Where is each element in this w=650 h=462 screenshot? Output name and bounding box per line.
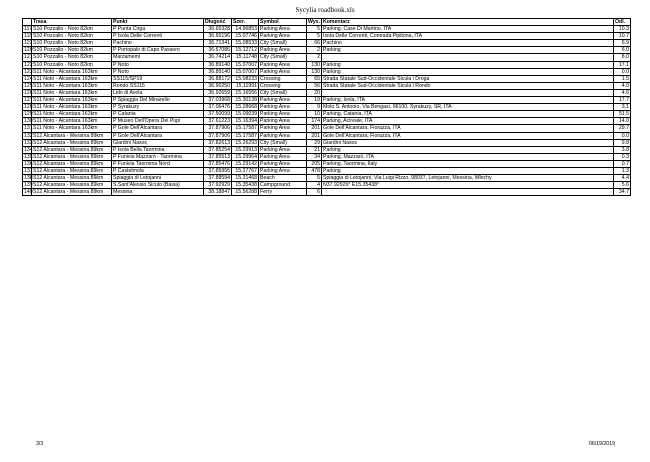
table-cell: Parking, Taormina, Italy xyxy=(322,160,614,167)
table-cell: Lido di Avola xyxy=(112,89,204,96)
table-cell: 36.89140 xyxy=(204,61,232,68)
table-row xyxy=(23,189,631,196)
table-cell: 136 xyxy=(24,160,33,167)
table-cell: 10.3 xyxy=(614,26,631,33)
table-cell: 15.28668 xyxy=(232,104,259,111)
table-cell: 15.17587 xyxy=(232,132,259,139)
table-cell: S12 Alcantara - Messina 89km xyxy=(32,189,112,196)
table-cell: 4.0 xyxy=(614,82,631,89)
document-title: Sycylia roadbook.xls xyxy=(295,6,355,14)
table-cell: S10 Pozzallo - Noto 82km xyxy=(32,54,112,61)
table-cell: Spiaggia di Letojanni xyxy=(112,175,204,182)
table-cell: 134 xyxy=(24,146,33,153)
table-cell: S11 Noto - Alcantara 163km xyxy=(32,75,112,82)
table-cell: 37.82613 xyxy=(204,139,232,146)
table-cell: P Gole Dell'Alcantara xyxy=(112,125,204,132)
table-cell: 15.31468 xyxy=(232,175,259,182)
table-cell: 20 xyxy=(307,89,322,96)
table-cell: 128 xyxy=(24,104,33,111)
table-row xyxy=(23,40,631,47)
table-cell: 133 xyxy=(24,139,33,146)
table-cell: S12 Alcantara - Messina 89km xyxy=(32,160,112,167)
table-cell: 1.3 xyxy=(614,167,631,174)
table-cell: Parking Area xyxy=(259,61,307,68)
table-cell: Beach xyxy=(259,175,307,182)
table-cell: 17.7 xyxy=(614,97,631,104)
column-header: Odl. xyxy=(614,19,631,26)
column-header xyxy=(23,19,32,26)
table-cell: 19 xyxy=(307,97,322,104)
table-cell: 5 xyxy=(307,33,322,40)
table-cell: 37.87906 xyxy=(204,132,232,139)
table-cell: 201 xyxy=(307,132,322,139)
table-cell: 9 xyxy=(307,104,322,111)
table-cell: Giardini Naxos xyxy=(112,139,204,146)
table-cell: 15.56288 xyxy=(232,189,259,196)
table-cell: Parking, Mazzarò, ITA xyxy=(322,153,614,160)
table-cell: 127 xyxy=(24,97,33,104)
table-cell: 6.0 xyxy=(614,47,631,54)
table-row xyxy=(23,89,631,96)
table-cell: 129 xyxy=(24,111,33,118)
table-cell: 36.67086 xyxy=(204,47,232,54)
table-row xyxy=(23,118,631,125)
table-cell: S11 Noto - Alcantara 163km xyxy=(32,82,112,89)
table-cell: 29.7 xyxy=(614,125,631,132)
table-cell: S12 Alcantara - Messina 89km xyxy=(32,146,112,153)
table-cell: 122 xyxy=(24,61,33,68)
table-row xyxy=(23,132,631,139)
table-cell: 29 xyxy=(307,139,322,146)
table-cell: 15.27767 xyxy=(232,167,259,174)
table-cell: N37.92929° E15.35438° xyxy=(322,182,614,189)
table-cell: 36.65328 xyxy=(204,26,232,33)
table-cell: Giardini Naxos xyxy=(322,139,614,146)
column-header: Długość xyxy=(204,19,232,26)
table-cell: 15.11991 xyxy=(232,82,259,89)
table-cell: Parking xyxy=(322,61,614,68)
table-header xyxy=(23,19,631,26)
table-row xyxy=(23,104,631,111)
table-row xyxy=(23,175,631,182)
table-row xyxy=(23,26,631,33)
column-header: Trasa xyxy=(32,19,112,26)
table-cell: 1.5 xyxy=(614,75,631,82)
table-cell: P Museo Dell'Opera Dei Pupi xyxy=(112,118,204,125)
table-cell: 130 xyxy=(307,68,322,75)
table-cell: 9.8 xyxy=(614,139,631,146)
print-date: 06/19/2019 xyxy=(589,441,615,447)
table-cell: P Syrakuzy xyxy=(112,104,204,111)
table-cell: Pachino xyxy=(112,40,204,47)
table-cell: City (Small) xyxy=(259,139,307,146)
table-cell: Parking, Catania, ITA xyxy=(322,111,614,118)
table-cell: 117 xyxy=(24,26,33,33)
table-cell: 37.87906 xyxy=(204,125,232,132)
table-cell: S.Sant'Alessio Siculo (Basia) xyxy=(112,182,204,189)
table-row xyxy=(23,33,631,40)
table-cell: 36.92659 xyxy=(204,89,232,96)
table-cell: S12 Alcantara - Messina 89km xyxy=(32,153,112,160)
table-cell: Parking Area xyxy=(259,68,307,75)
table-cell: 37.85955 xyxy=(204,167,232,174)
table-cell: Messina xyxy=(112,189,204,196)
table-cell xyxy=(322,89,614,96)
table-cell: 15.17587 xyxy=(232,125,259,132)
table-cell: 10 xyxy=(307,111,322,118)
table-cell: 15.29142 xyxy=(232,160,259,167)
table-cell: Parking Area xyxy=(259,33,307,40)
table-cell: 17.1 xyxy=(614,61,631,68)
table-cell: 132 xyxy=(24,132,33,139)
table-cell: 15.08233 xyxy=(232,75,259,82)
table-cell: Parking Area xyxy=(259,160,307,167)
table-cell: S12 Alcantara - Messina 89km xyxy=(32,132,112,139)
table-cell: S10 Pozzallo - Noto 82km xyxy=(32,33,112,40)
table-cell: 131 xyxy=(24,125,33,132)
table-cell: 0.0 xyxy=(614,68,631,75)
table-cell: SS115/SP19 xyxy=(112,75,204,82)
table-cell: Parking Area xyxy=(259,118,307,125)
table-cell: S10 Pozzallo - Noto 82km xyxy=(32,61,112,68)
table-cell: P Isola Bella Taormina xyxy=(112,146,204,153)
table-cell: Parking xyxy=(322,68,614,75)
table-row xyxy=(23,153,631,160)
table-cell: 66 xyxy=(307,40,322,47)
column-header: Punkt xyxy=(112,19,204,26)
table-cell xyxy=(322,189,614,196)
column-header: Szer. xyxy=(232,19,259,26)
table-cell: S11 Noto - Alcantara 163km xyxy=(32,125,112,132)
table-cell: P Noto xyxy=(112,61,204,68)
table-cell: 15.29964 xyxy=(232,153,259,160)
table-row xyxy=(23,68,631,75)
table-cell: 36.88172 xyxy=(204,75,232,82)
table-cell: 37.50099 xyxy=(204,111,232,118)
table-cell: S11 Noto - Alcantara 163km xyxy=(32,97,112,104)
table-cell: Marzamemi xyxy=(112,54,204,61)
table-cell: Parking xyxy=(322,146,614,153)
table-row xyxy=(23,139,631,146)
table-row xyxy=(23,47,631,54)
table-cell: P Funivia Taormina Nord xyxy=(112,160,204,167)
table-cell: Pachino xyxy=(322,40,614,47)
table-cell: Ferry xyxy=(259,189,307,196)
table-cell: Gole Dell'Alcantara, Fiorazza, ITA xyxy=(322,132,614,139)
table-cell: 37.03968 xyxy=(204,97,232,104)
table-cell: 37.85513 xyxy=(204,153,232,160)
table-cell: 15.11748 xyxy=(232,54,259,61)
table-cell: Gole Dell'Alcantara, Fiorazza, ITA xyxy=(322,125,614,132)
table-cell: Parking, Acireale, ITA xyxy=(322,118,614,125)
table-cell: 118 xyxy=(24,33,33,40)
table-cell: S10 Pozzallo - Noto 82km xyxy=(32,47,112,54)
table-cell: Parking xyxy=(322,47,614,54)
table-row xyxy=(23,97,631,104)
table-cell: 37.61223 xyxy=(204,118,232,125)
table-cell: 6 xyxy=(307,189,322,196)
table-cell: 15.12712 xyxy=(232,47,259,54)
column-header: Wys. xyxy=(308,19,321,25)
table-cell: Crossing xyxy=(259,75,307,82)
table-row xyxy=(23,146,631,153)
table-cell: P Catania xyxy=(112,111,204,118)
table-cell: City (Small) xyxy=(259,40,307,47)
table-cell: S10 Pozzallo - Noto 82km xyxy=(32,26,112,33)
table-cell: Parking Area xyxy=(259,97,307,104)
table-cell: 120 xyxy=(24,47,33,54)
table-cell: 205 xyxy=(307,160,322,167)
table-cell: P Isola Delle Correnti xyxy=(112,33,204,40)
table-cell: Parking Area xyxy=(259,153,307,160)
table-cell: 124 xyxy=(24,75,33,82)
table-cell: Parking Area xyxy=(259,146,307,153)
table-cell: 14.0 xyxy=(614,118,631,125)
table-cell: 15.30138 xyxy=(232,97,259,104)
table-cell: S12 Alcantara - Messina 89km xyxy=(32,139,112,146)
table-cell: 37.85254 xyxy=(204,146,232,153)
table-cell: 51.5 xyxy=(614,111,631,118)
table-cell: S12 Alcantara - Messina 89km xyxy=(32,175,112,182)
table-cell: 36.71341 xyxy=(204,40,232,47)
table-cell: S11 Noto - Alcantara 163km xyxy=(32,68,112,75)
table-cell: 135 xyxy=(24,153,33,160)
table-cell: 2 xyxy=(307,47,322,54)
table-cell: 201 xyxy=(307,125,322,132)
table-cell: 36.65196 xyxy=(204,33,232,40)
table-row xyxy=(23,75,631,82)
table-cell: 3.1 xyxy=(614,104,631,111)
table-cell: Strada Statale Sud-Occidentale Sicula i Droga xyxy=(322,75,614,82)
table-cell: 36.90250 xyxy=(204,82,232,89)
column-header: Komentarz xyxy=(322,19,614,26)
table-cell: 21 xyxy=(307,146,322,153)
table-cell: Parking Area xyxy=(259,26,307,33)
table-cell: 125 xyxy=(24,82,33,89)
table-cell: 5 xyxy=(307,26,322,33)
table-cell: 14.96853 xyxy=(232,26,259,33)
table-cell: 119 xyxy=(24,40,33,47)
column-header: Symbol xyxy=(259,19,307,26)
table-cell: 10.7 xyxy=(614,33,631,40)
table-cell: Isola Delle Correnti, Contrada Pipitona, ITA xyxy=(322,33,614,40)
table-cell: Molo S. Antonio, Via Bengasi, 96100, Syrakuzy, SR, ITA xyxy=(322,104,614,111)
table-cell: 8.0 xyxy=(614,54,631,61)
table-cell: S11 Noto - Alcantara 163km xyxy=(32,89,112,96)
table-cell: 121 xyxy=(24,54,33,61)
table-cell: City (Small) xyxy=(259,89,307,96)
table-cell: 5 xyxy=(307,175,322,182)
table-cell: 37.92929 xyxy=(204,182,232,189)
table-cell: S12 Alcantara - Messina 89km xyxy=(32,182,112,189)
table-cell: Parking, Isola, ITA xyxy=(322,97,614,104)
table-cell: 37.88594 xyxy=(204,175,232,182)
table-cell: 15.07746 xyxy=(232,33,259,40)
table-cell: 15.08533 xyxy=(232,40,259,47)
table-cell: Parking Area xyxy=(259,47,307,54)
table-cell: 4 xyxy=(307,182,322,189)
table-row xyxy=(23,125,631,132)
table-cell: 0.0 xyxy=(614,132,631,139)
table-cell: Strada Statale Sud-Occidentale Sicula i Rondo xyxy=(322,82,614,89)
table-cell: S11 Noto - Alcantara 163km xyxy=(32,111,112,118)
table-cell: 139 xyxy=(24,182,33,189)
table-cell: 2 xyxy=(307,54,322,61)
table-cell: P Funivia Mazzarò - Taormina xyxy=(112,153,204,160)
table-cell: S12 Alcantara - Messina 89km xyxy=(32,167,112,174)
table-cell: 36.89140 xyxy=(204,68,232,75)
table-row xyxy=(23,82,631,89)
table-cell: 65 xyxy=(307,75,322,82)
table-body xyxy=(23,26,631,196)
table-cell: Parking Area xyxy=(259,167,307,174)
table-cell: 137 xyxy=(24,167,33,174)
table-cell: 140 xyxy=(24,189,33,196)
table-cell: 6.9 xyxy=(614,40,631,47)
table-cell: Parking Area xyxy=(259,104,307,111)
table-cell: 138 xyxy=(24,175,33,182)
table-cell: 4.6 xyxy=(614,89,631,96)
table-cell: 37.85476 xyxy=(204,160,232,167)
table-cell: P Punta Cirga xyxy=(112,26,204,33)
table-row xyxy=(23,111,631,118)
table-cell xyxy=(322,54,614,61)
table-row xyxy=(23,61,631,68)
table-row xyxy=(23,160,631,167)
page-number: 3/3 xyxy=(36,441,44,447)
table-cell: 123 xyxy=(24,68,33,75)
table-cell: P Spiaggia Del Minarello xyxy=(112,97,204,104)
table-cell: 15.16556 xyxy=(232,89,259,96)
table-cell: 15.16394 xyxy=(232,118,259,125)
table-cell: Campground xyxy=(259,182,307,189)
table-cell: 174 xyxy=(307,118,322,125)
table-cell: Parking xyxy=(322,167,614,174)
table-cell: 15.07007 xyxy=(232,61,259,68)
table-cell: Rondo SS115 xyxy=(112,82,204,89)
table-cell: 0.3 xyxy=(614,153,631,160)
table-cell: 15.29913 xyxy=(232,146,259,153)
table-cell: 15.09039 xyxy=(232,111,259,118)
table-cell: 130 xyxy=(24,118,33,125)
table-cell: 0.7 xyxy=(614,160,631,167)
table-cell: Parking Area xyxy=(259,132,307,139)
table-cell: P Noto xyxy=(112,68,204,75)
table-cell: 15.35438 xyxy=(232,182,259,189)
table-cell: P Gole Dell'Alcantara xyxy=(112,132,204,139)
table-cell: 37.06476 xyxy=(204,104,232,111)
table-cell: City (Small) xyxy=(259,54,307,61)
table-row xyxy=(23,167,631,174)
table-cell: 4.4 xyxy=(614,175,631,182)
table-cell: 34 xyxy=(307,153,322,160)
table-row xyxy=(23,182,631,189)
table-cell: Parking Area xyxy=(259,125,307,132)
table-cell: Parking, Case Di Martino, ITA xyxy=(322,26,614,33)
table-cell: S11 Noto - Alcantara 163km xyxy=(32,118,112,125)
table-cell: S10 Pozzallo - Noto 82km xyxy=(32,40,112,47)
table-cell: Spiaggia di Letojanni, Via Luigi Rizzo, 98037, Letojanni, Messina, Włochy xyxy=(322,175,614,182)
table-cell: 36.74214 xyxy=(204,54,232,61)
table-cell: P Portopalo di Capo Passero xyxy=(112,47,204,54)
table-cell: Parking Area xyxy=(259,111,307,118)
table-cell: 3.8 xyxy=(614,146,631,153)
table-cell: 15.07007 xyxy=(232,68,259,75)
table-row xyxy=(23,54,631,61)
table-cell: 478 xyxy=(307,167,322,174)
table-cell: 34.7 xyxy=(614,189,631,196)
table-cell: 15.26293 xyxy=(232,139,259,146)
table-cell: 56 xyxy=(307,82,322,89)
table-cell: P Castelmola xyxy=(112,167,204,174)
roadbook-table xyxy=(22,18,631,196)
table-cell: Crossing xyxy=(259,82,307,89)
table-cell: S11 Noto - Alcantara 163km xyxy=(32,104,112,111)
table-cell: 126 xyxy=(24,89,33,96)
table-cell: 5.6 xyxy=(614,182,631,189)
table-cell: 38.18847 xyxy=(204,189,232,196)
table-cell: 130 xyxy=(307,61,322,68)
